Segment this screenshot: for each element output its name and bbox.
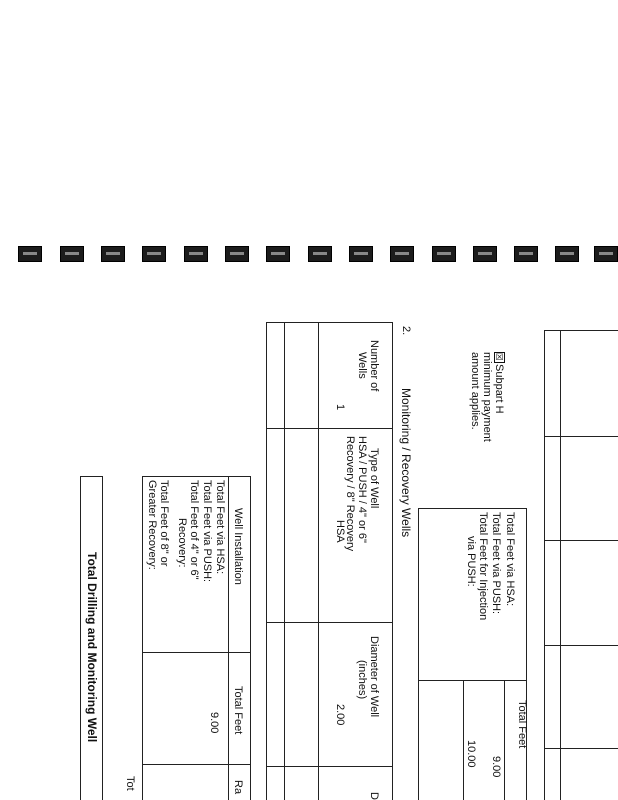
install-total-label: Tot <box>124 776 136 791</box>
install-row-push-label: Total Feet via PUSH: <box>201 480 213 583</box>
wells-row-type: HSA <box>334 520 346 543</box>
header-type-line-2: HSA / PUSH / 4" or 6" <box>356 436 368 543</box>
upper-row-injection-label: Total Feet for Injection <box>477 512 489 621</box>
upper-row-injection-label-2: via PUSH: <box>465 536 477 587</box>
tab-marker <box>225 246 249 262</box>
upper-col-header: Total Feet <box>516 700 528 749</box>
install-row-hsa-value: 9.00 <box>208 712 220 734</box>
upper-row-injection-value: 10.00 <box>465 740 477 768</box>
wells-row-diameter: 2.00 <box>334 704 346 726</box>
right-table-border <box>544 436 618 437</box>
header-number-line-1: Number of <box>368 340 380 392</box>
install-row-4in-label-2: Recovery: <box>176 518 188 568</box>
footer-border <box>102 476 103 800</box>
install-row-8in-label: Total Feet of 8" or <box>158 480 170 567</box>
upper-row-hsa-label: Total Feet via HSA: <box>504 512 516 607</box>
install-table-border <box>142 476 250 477</box>
tab-marker <box>60 246 84 262</box>
upper-row-hsa-value: 9.00 <box>490 756 502 778</box>
install-table-border <box>142 476 143 800</box>
tab-marker <box>142 246 166 262</box>
upper-table-border <box>504 680 505 800</box>
right-table-border <box>544 330 618 331</box>
upper-row-push-label: Total Feet via PUSH: <box>490 512 502 615</box>
right-table-border <box>560 330 561 800</box>
install-table-border <box>250 476 251 800</box>
upper-table-border <box>418 508 419 800</box>
tab-marker <box>514 246 538 262</box>
subpart-h-line-1: Subpart H <box>493 364 505 414</box>
subpart-h-line-2: minimum payment <box>481 352 493 442</box>
upper-table-border <box>526 508 527 800</box>
footer-border <box>80 476 81 800</box>
section-title: Monitoring / Recovery Wells <box>399 388 413 538</box>
install-row-hsa-label: Total Feet via HSA: <box>214 480 226 575</box>
subpart-h-checkbox[interactable]: ☒ <box>495 352 504 362</box>
tab-marker <box>594 246 618 262</box>
install-header: Well Installation <box>232 508 244 585</box>
tab-marker <box>473 246 497 262</box>
right-table-border <box>544 748 618 749</box>
tab-marker <box>18 246 42 262</box>
subpart-h-line-3: amount applies. <box>469 352 481 430</box>
header-diameter-line-2: (inches) <box>356 660 368 700</box>
tab-marker <box>101 246 125 262</box>
footer-total-label: Total Drilling and Monitoring Well <box>85 552 99 743</box>
tab-marker <box>266 246 290 262</box>
tab-marker <box>349 246 373 262</box>
upper-table-border <box>418 680 526 681</box>
wells-table-border <box>318 322 319 800</box>
tab-marker <box>390 246 414 262</box>
wells-table-border <box>284 322 285 800</box>
install-table-border <box>142 764 250 765</box>
upper-table-border <box>463 680 464 800</box>
footer-border <box>80 476 102 477</box>
section-number: 2. <box>400 326 412 336</box>
header-diameter-line-1: Diameter of Well <box>368 636 380 718</box>
binder-tab-markers <box>18 246 618 264</box>
header-type-line-1: Type of Well <box>368 448 380 509</box>
right-table-border <box>544 645 618 646</box>
wells-table-border <box>392 322 393 800</box>
header-number-line-2: Wells <box>356 352 368 379</box>
install-row-8in-label-2: Greater Recovery: <box>146 480 158 570</box>
right-table-border <box>544 330 545 800</box>
tab-marker <box>308 246 332 262</box>
install-table-border <box>228 476 229 800</box>
install-table-border <box>142 652 250 653</box>
header-type-line-3: Recovery / 8" Recovery <box>344 436 356 552</box>
upper-table-border <box>418 508 526 509</box>
install-feet-header: Total Feet <box>232 686 244 735</box>
install-rate-header: Ra <box>232 780 244 795</box>
tab-marker <box>555 246 579 262</box>
right-table-border <box>544 540 618 541</box>
install-row-4in-label: Total Feet of 4" or 6" <box>188 480 200 580</box>
tab-marker <box>184 246 208 262</box>
tab-marker <box>432 246 456 262</box>
wells-table-border <box>266 322 267 800</box>
wells-row-number: 1 <box>334 404 346 411</box>
header-last-column: D <box>368 792 380 800</box>
